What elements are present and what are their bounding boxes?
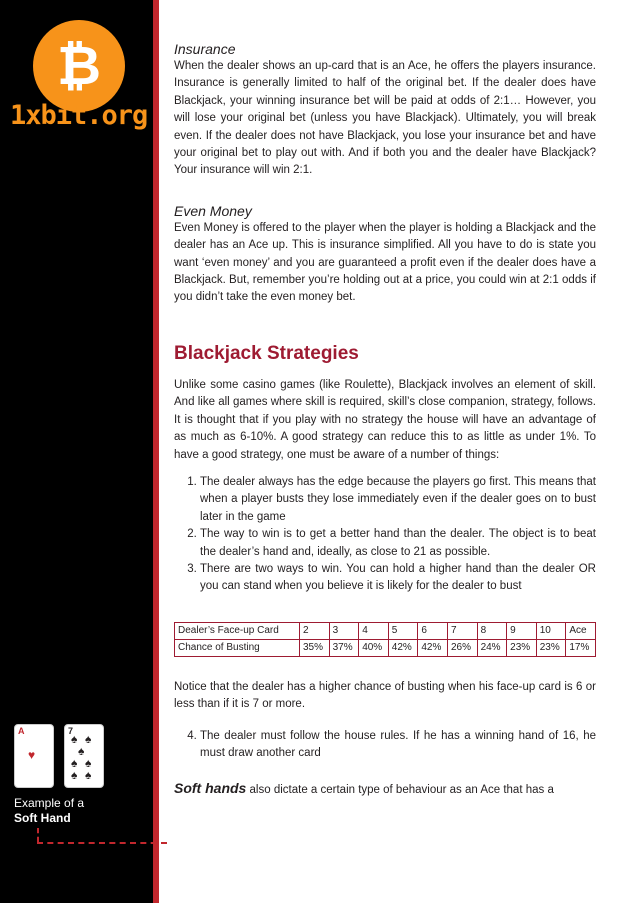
spade-icon: ♠ [85,756,92,770]
bust-chance-table [174,622,596,657]
table-cell: 42% [418,639,448,656]
table-cell: 24% [477,639,507,656]
soft-hand-caption [14,796,84,826]
list-item: 1. The dealer always has the edge because the players go first. This means that when a player busts they lose immediately even if the dealer goes on to bust later in the game [200,474,596,526]
spade-icon: ♠ [71,732,78,746]
strategy-list-continued [174,728,596,763]
table-cell: Ace [566,622,596,639]
card-rank: 7 [68,726,74,736]
spade-icon: ♠ [78,744,85,758]
spade-icon: ♠ [85,732,92,746]
insurance-title: Insurance [174,41,236,57]
table-cell: 23% [536,639,566,656]
seven-of-spades-card [64,724,104,788]
table-cell: 5 [388,622,418,639]
table-row-label: Chance of Busting [175,639,300,656]
soft-hands-paragraph [174,780,596,799]
table-row [175,639,596,656]
spade-icon: ♠ [71,768,78,782]
even-money-body: Even Money is offered to the player when the player is holding a Blackjack and the dealer has an Ace up. This is insurance simplified. All you have to do is state you want ‘even money’ and you are guaranteed a profit even if the dealer does have a Blackjack. But, remember you’re holding out at a price, you could win at 2:1 odds if you didn’t take the even money bet. [174,221,596,304]
caption-line-bold: Soft Hand [14,811,71,825]
table-cell: 6 [418,622,448,639]
table-cell: 3 [329,622,359,639]
soft-hands-text: also dictate a certain type of behaviour as an Ace that has a [246,784,554,797]
list-item: 4. The dealer must follow the house rules. If he has a winning hand of 16, he must draw another card [200,728,596,763]
table-cell: 37% [329,639,359,656]
list-item: 2. The way to win is to get a better hand than the dealer. The object is to beat the dealer’s hand and, ideally, as close to 21 as possible. [200,526,596,561]
strategies-heading: Blackjack Strategies [174,342,359,364]
heart-icon: ♥ [28,748,36,762]
caption-line: Example of a [14,796,85,810]
card-rank: A [18,726,25,736]
strategies-intro: Unlike some casino games (like Roulette), Blackjack involves an element of skill. And like all games where skill is required, skill’s close companion, strategy, follows. It is thought that if you play with no strategy the house will have an advantage of as much as 6-10%. A good strategy can reduce this to as little as under 1%. To have a good strategy, one must be aware of a number of things: [174,378,596,461]
dashed-connector-horizontal [37,842,167,844]
table-cell: 17% [566,639,596,656]
brand-logo-text: 1xbit.org [10,100,148,131]
soft-hands-lead: Soft hands [174,780,247,797]
table-cell: 26% [447,639,477,656]
table-cell: 42% [388,639,418,656]
main-content [174,40,596,800]
list-item: 3. There are two ways to win. You can hold a higher hand than the dealer OR you can stand when you believe it is likely for the dealer to bust [200,561,596,596]
table-cell: 10 [536,622,566,639]
table-cell: 8 [477,622,507,639]
spade-icon: ♠ [71,756,78,770]
insurance-body: When the dealer shows an up-card that is an Ace, he offers the players insurance. Insurance is generally limited to half of the original bet. If the dealer does have Blackjack, your winning insurance bet will be paid at odds of 2:1… However, you will lose your original bet (unless you have Blackjack). Ultimately, you will break even. If the dealer does not have Blackjack, you lose your insurance bet and have your original bet to play out with. And if both you and the dealer have Blackjack? Your insurance will win 2:1. [174,60,596,177]
strategy-list [174,474,596,596]
notice-paragraph: Notice that the dealer has a higher chance of busting when his face-up card is 6 or less than if it is 7 or more. [174,680,596,711]
table-cell: 2 [300,622,330,639]
table-cell: 7 [447,622,477,639]
dashed-connector-vertical [37,828,39,842]
bitcoin-icon: ₿ [56,34,101,97]
table-row-label: Dealer’s Face-up Card [175,622,300,639]
table-cell: 23% [507,639,537,656]
spade-icon: ♠ [85,768,92,782]
ace-of-hearts-card [14,724,54,788]
table-cell: 4 [359,622,389,639]
table-cell: 35% [300,639,330,656]
table-cell: 40% [359,639,389,656]
even-money-title: Even Money [174,202,252,219]
table-cell: 9 [507,622,537,639]
sidebar-red-stripe [153,0,159,903]
table-row [175,622,596,639]
